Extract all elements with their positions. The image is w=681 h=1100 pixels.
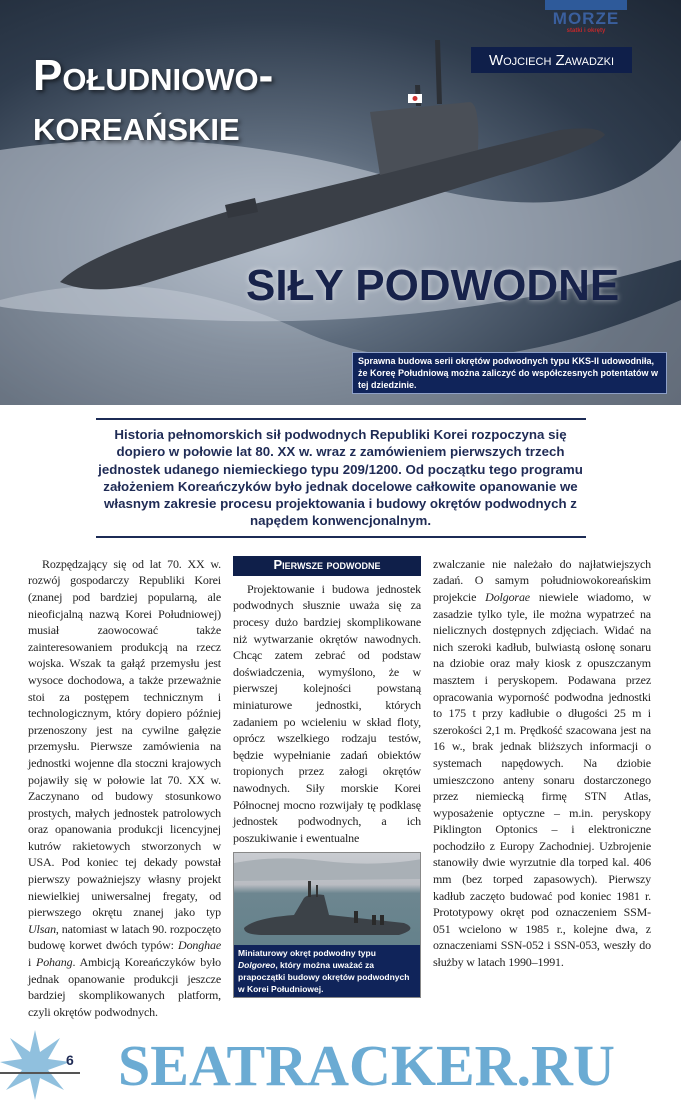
footer-rule xyxy=(0,1072,80,1074)
column-2: Pierwsze podwodne Projektowanie i budowa jednostek podwodnych słusznie uważa się za procesy dużo bardziej skomplikowane niż wytwarzanie okrętów nawodnych. Chcąc zatem zebrać od podstaw doświadczenia, wymyślono, że w pierwszej kolejności powstaną miniaturowe jednostki, których zadaniem po wcieleniu w skład floty, oprócz wszelkiego rodzaju testów, będzie wypełnianie zadań obiektów tropionych przez załogi okrętów nawodnych. Siły morskie Korei Północnej mocno rozwijały tę podklasę jednostek podwodnych, a ich poszukiwanie i ewentualne Miniaturowy okręt podwodny typu Dolgoreo, który można uważać za prapoczątki budowy okrętów podwodnych w Korei Południowej. xyxy=(233,556,421,999)
hero-photo xyxy=(0,0,681,405)
dolgorae-illustration xyxy=(234,853,420,945)
author-name: Wojciech Zawadzki xyxy=(471,47,632,73)
column-3: zwalczanie nie należało do najłatwiejszych zadań. O samym południowokoreańskim projekcie Dolgorae niewiele wiadomo, w zasadzie tylko tyle, ile można wypatrzeć na nielicznych dostępnych zdjęciach. Widać na nich szeroki kadłub, bulwiastą osłonę sonaru na dziobie oraz mały kiosk z opuszczanym masztem i peryskopem. Podawana przez opracowania wyporność podwodna jednostki to 175 t przy kadłubie o długości 25 m i szerokości 2,1 m. Prędkość szacowana jest na 16 w., brak jednak bliższych informacji o systemach napędowych. Na dziobie umieszczono anteny sonaru dostarczonego przez niemiecką firmę STN Atlas, wyposażenie optyczne – m.in. peryskopy Piklington Optonics – i elektroniczne pochodziło z Europy Zachodniej. Uzbrojenie stanowiły dwie wyrzutnie dla torped kal. 406 mm (bez torped zapasowych). Pierwszy kadłub zaczęto budować pod koniec 1981 r. Prototypowy okręt pod oznaczeniem SSM-051 wcielono w 1985 r., kolejne dwa, z oznaczeniami SSN-052 i SSN-053, weszły do służby w latach 1990–1991. xyxy=(433,556,651,970)
watermark: SEATRACKER.RU xyxy=(118,1033,615,1099)
column-1: Rozpędzający się od lat 70. XX w. rozwój gospodarczy Republiki Korei (znanej pod bardziej popularną, ale nieoficjalną nazwą Korei Południowej) musiał zaowocować także zainteresowaniem produkcją na rzecz wojska. Wszak ta gałąź przemysłu jest wysoce dochodowa, a także przeważnie stoi za postępem technicznym i technologicznym, który dopiero później przenoszony jest na cywilne gałęzie przemysłu. Pierwsze zamówienia na jednostki wojenne dla stoczni krajowych pojawiły się w połowie lat 70. XX w. Zaczynano od budowy stosunkowo prostych, małych jednostek patrolowych oraz opanowania produkcji licencyjnej kutrów rakietowych stworzonych w USA. Pod koniec tej dekady powstał pierwszy poważniejszy własny projekt niewielkiej uniwersalnej fregaty, od pierwszego okrętu znanej jako typ Ulsan, natomiast w latach 90. rozpoczęto budowę korwet dwóch typów: Donghae i Pohang. Ambicją Koreańczyków było jednak opanowanie produkcji jeszcze bardziej skomplikowanych platform, czyli okrętów podwodnych. xyxy=(28,556,221,1019)
photo-caption: Miniaturowy okręt podwodny typu Dolgoreo, który można uważać za prapoczątki budowy okrętów podwodnych w Korei Południowej. xyxy=(234,945,420,997)
magazine-logo xyxy=(545,0,627,36)
title-line-3: SIŁY PODWODNE xyxy=(246,261,620,310)
title-line-1: Południowo- xyxy=(33,51,274,100)
text-columns xyxy=(28,556,653,1021)
hero-caption: Sprawna budowa serii okrętów podwodnych typu KKS-II udowodniła, że Koreę Południową można zaliczyć do współczesnych potentatów w tej dziedzinie. xyxy=(352,352,667,394)
dolgorae-photo xyxy=(233,852,421,998)
title-line-2: koreańskie xyxy=(33,101,240,150)
watermark-star-icon xyxy=(0,1030,70,1100)
section-heading: Pierwsze podwodne xyxy=(233,556,421,576)
page-footer xyxy=(28,1030,653,1100)
article-body xyxy=(28,418,653,1100)
logo-main: MORZE xyxy=(552,9,620,28)
page-number: 6 xyxy=(66,1052,74,1069)
intro-lead: Historia pełnomorskich sił podwodnych Republiki Korei rozpoczyna się dopiero w połowie lat 80. XX w. wraz z zamówieniem pierwszych trzech jednostek udanego niemieckiego typu 209/1200. Od początku tego programu założeniem Koreańczyków było jednak docelowe całkowite opanowanie we własnym zakresie procesu projektowania i budowy okrętów podwodnych z napędem konwencjonalnym. xyxy=(96,418,586,538)
logo-sub: statki i okręty xyxy=(566,28,606,34)
